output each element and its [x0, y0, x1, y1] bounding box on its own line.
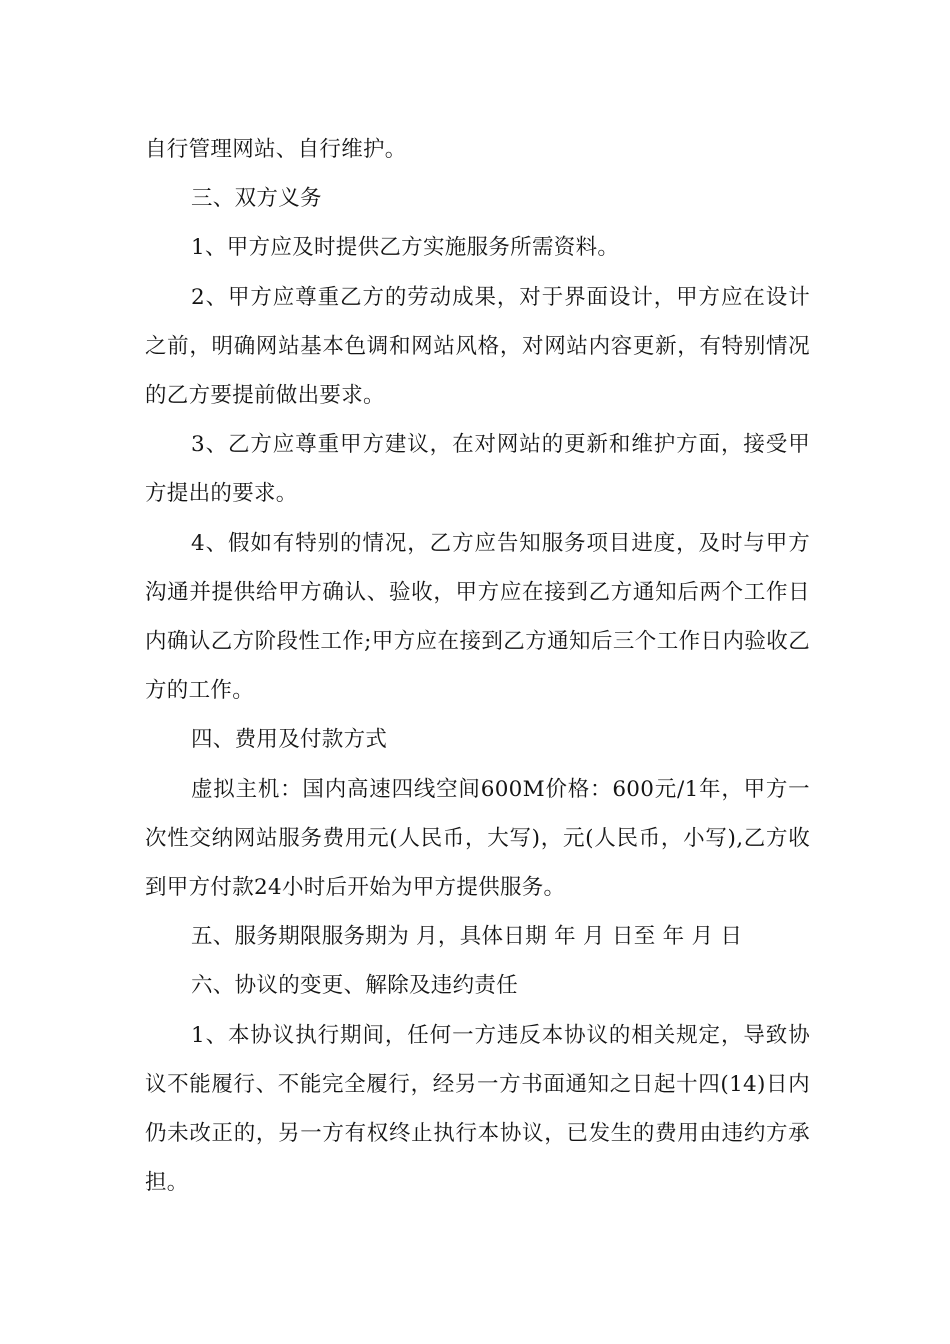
obligation-item-4: 4、假如有特别的情况，乙方应告知服务项目进度，及时与甲方沟通并提供给甲方确认、验收，甲方应在接到乙方通知后两个工作日内确认乙方阶段性工作;甲方应在接到乙方通知后三个工作日内验收乙方的工作。: [145, 530, 810, 704]
section-heading-breach: 六、协议的变更、解除及违约责任: [191, 973, 519, 999]
document-body: [145, 125, 810, 1207]
obligation-item-3: 3、乙方应尊重甲方建议，在对网站的更新和维护方面，接受甲方提出的要求。: [145, 432, 810, 507]
obligation-item-1: 1、甲方应及时提供乙方实施服务所需资料。: [191, 235, 620, 261]
fees-paragraph: 虚拟主机：国内高速四线空间600M价格：600元/1年，甲方一次性交纳网站服务费用元(人民币，大写)，元(人民币，小写),乙方收到甲方付款24小时后开始为甲方提供服务。: [145, 776, 810, 901]
paragraph-continuation: 自行管理网站、自行维护。: [145, 137, 407, 162]
section-heading-term: 五、服务期限服务期为 月，具体日期 年 月 日至 年 月 日: [191, 924, 743, 950]
obligation-item-2: 2、甲方应尊重乙方的劳动成果，对于界面设计，甲方应在设计之前，明确网站基本色调和网站风格，对网站内容更新，有特别情况的乙方要提前做出要求。: [145, 284, 810, 409]
section-heading-fees: 四、费用及付款方式: [191, 727, 388, 753]
breach-item-1: 1、本协议执行期间，任何一方违反本协议的相关规定，导致协议不能履行、不能完全履行，经另一方书面通知之日起十四(14)日内仍未改正的，另一方有权终止执行本协议，已发生的费用由违约方承担。: [145, 1022, 810, 1196]
section-heading-obligations: 三、双方义务: [191, 186, 322, 212]
